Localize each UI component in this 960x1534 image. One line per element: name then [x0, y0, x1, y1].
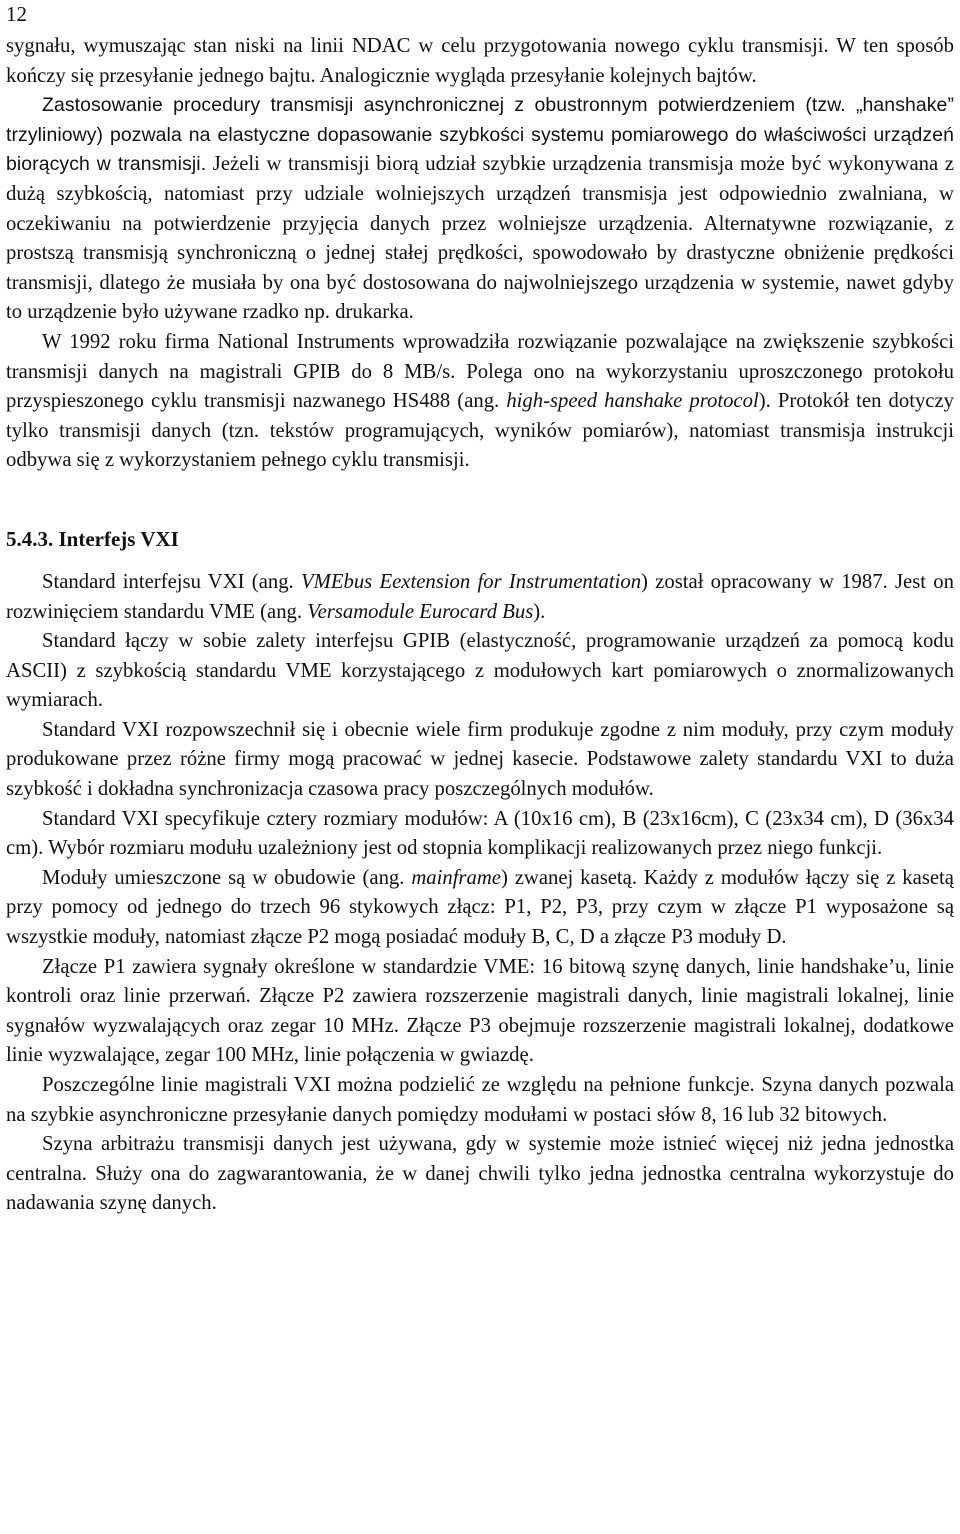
paragraph-9: Złącze P1 zawiera sygnały określone w standardzie VME: 16 bitową szynę danych, linie handshake’u, linie kontroli oraz linie przerwań. Złącze P2 zawiera rozszerzenie magistrali danych, linie magistrali lokalnej, linie sygnałów wyzwalających oraz zegar 10 MHz. Złącze P3 obejmuje rozszerzenie magistrali lokalnej, dodatkowe linie wyzwalające, zegar 100 MHz, linie połączenia w gwiazdę. — [6, 955, 954, 1067]
paragraph-10: Poszczególne linie magistrali VXI można podzielić ze względu na pełnione funkcje. Szyna danych pozwala na szybkie asynchroniczne przesyłanie danych pomiędzy modułami w postaci słów 8, 16 lub 32 bitowych. — [6, 1074, 954, 1126]
page-number: 12 — [6, 2, 27, 26]
paragraph-1: sygnału, wymuszając stan niski na linii NDAC w celu przygotowania nowego cyklu transmisji. W ten sposób kończy się przesyłanie jednego bajtu. Analogicznie wygląda przesyłanie kolejnych bajtów. — [6, 35, 954, 87]
section-spacer — [6, 476, 954, 524]
heading-spacer — [6, 554, 954, 568]
paragraph-5: Standard łączy w sobie zalety interfejsu GPIB (elastyczność, programowanie urządzeń za pomocą kodu ASCII) z szybkością standardu VME korzystającego z modułowych kart pomiarowych o znormalizowanych wymiarach. — [6, 630, 954, 712]
paragraph-4-text-c: ). — [533, 600, 546, 623]
paragraph-2-text: Jeżeli w transmisji biorą udział szybkie urządzenia transmisja może być wykonywana z dużą szybkością, natomiast przy udziale wolniejszych urządzeń transmisja jest odpowiednio zwalniana, w oczekiwaniu na potwierdzenie przyjęcia danych przez wolniejsze urządzenia. Alternatywne rozwiązanie, z prostszą transmisją synchroniczną o jednej stałej prędkości, spowodowało by drastyczne obniżenie prędkości transmisji, dlatego że musiała by ona być dostosowana do najwolniejszego urządzenia w systemie, nawet gdyby to urządzenie było używane rzadko np. drukarka. — [6, 153, 954, 324]
paragraph-3-text-a: W 1992 roku firma National Instruments wprowadziła rozwiązanie pozwalające na zwiększenie szybkości transmisji danych na magistrali GPIB do 8 MB/s. Polega ono na wykorzystaniu uproszczonego protokołu przyspieszonego cyklu transmisji nazwanego HS488 (ang. — [6, 330, 954, 413]
paragraph-4-text-b: ) został opracowany w 1987. Jest on rozwinięciem standardu VME (ang. — [6, 570, 954, 623]
paragraph-4-italic-1: VMEbus Eextension for Instrumentation — [300, 570, 642, 593]
paragraph-3-italic: high-speed hanshake protocol — [506, 390, 759, 413]
document-body — [6, 32, 954, 1219]
paragraph-2-sans-text: Zastosowanie procedury transmisji asynchronicznej z obustronnym potwierdzeniem (tzw. „hanshake” trzyliniowy) pozwala na elastyczne dopasowanie szybkości systemu pomiarowego do właściwości urządzeń biorących w transmisji. — [6, 94, 954, 176]
paragraph-7: Standard VXI specyfikuje cztery rozmiary modułów: A (10x16 cm), B (23x16cm), C (23x34 cm), D (36x34 cm). Wybór rozmiaru modułu uzależniony jest od stopnia komplikacji realizowanych przez niego funkcji. — [6, 807, 954, 860]
paragraph-6: Standard VXI rozpowszechnił się i obecnie wiele firm produkuje zgodne z nim moduły, przy czym moduły produkowane przez różne firmy mogą pracować w jednej kasecie. Podstawowe zalety standardu VXI to duża szybkość i dokładna synchronizacja czasowa pracy poszczególnych modułów. — [6, 718, 954, 801]
paragraph-4-italic-2: Versamodule Eurocard Bus — [307, 600, 534, 623]
paragraph-3-text-b: ). Protokół ten dotyczy tylko transmisji danych (tzn. tekstów programujących, wyników pomiarów), natomiast transmisja instrukcji odbywa się z wykorzystaniem pełnego cyklu transmisji. — [6, 390, 954, 472]
paragraph-8-text-b: ) zwanej kasetą. Każdy z modułów łączy się z kasetą przy pomocy od jednego do trzech 96 stykowych złącz: P1, P2, P3, przy czym w złącze P1 wyposażone są wszystkie moduły, natomiast złącze P2 mogą posiadać moduły B, C, D a złącze P3 moduły D. — [6, 866, 954, 949]
paragraph-11: Szyna arbitrażu transmisji danych jest używana, gdy w systemie może istnieć więcej niż jedna jednostka centralna. Służy ona do zagwarantowania, że w danej chwili tylko jedna jednostka centralna wykorzystuje do nadawania szynę danych. — [6, 1133, 954, 1215]
paragraph-4-text-a: Standard interfejsu VXI (ang. — [42, 570, 301, 593]
paragraph-8-text-a: Moduły umieszczone są w obudowie (ang. — [42, 866, 412, 889]
paragraph-4 — [6, 568, 954, 627]
paragraph-8 — [6, 864, 954, 953]
section-heading: 5.4.3. Interfejs VXI — [6, 526, 179, 551]
paragraph-8-italic: mainframe — [411, 866, 501, 889]
paragraph-3 — [6, 328, 954, 476]
paragraph-2 — [6, 91, 954, 328]
